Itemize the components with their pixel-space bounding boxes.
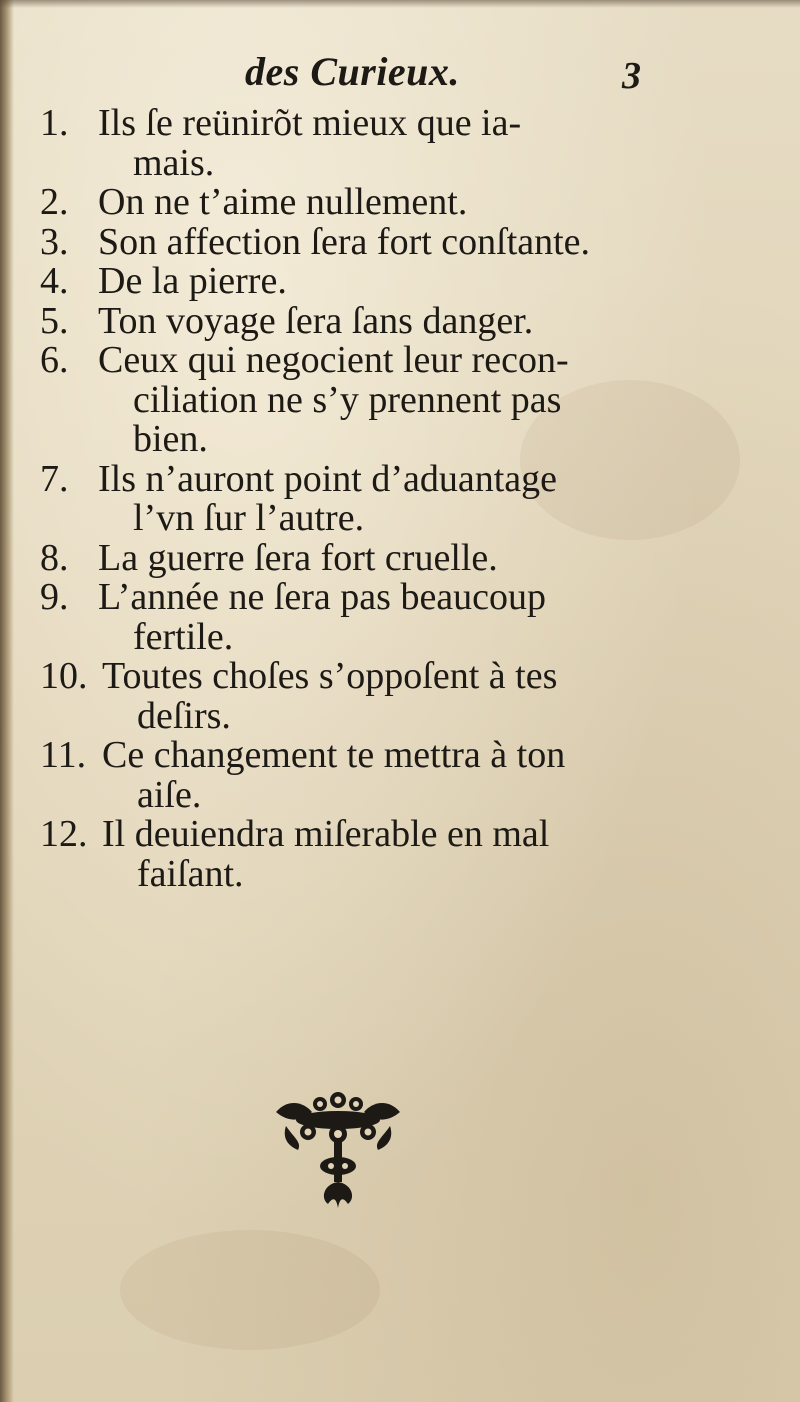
entry-number: 11. (40, 734, 87, 776)
list-item (40, 341, 660, 460)
fleuron-ornament-icon (268, 1090, 408, 1210)
entry-line: Ceux qui negocient leur recon- (98, 339, 569, 381)
answer-list (40, 104, 660, 894)
entry-line: bien. (133, 418, 208, 460)
entry-line: Ton voyage ſera ſans danger. (98, 299, 534, 342)
entry-line: fertile. (133, 615, 234, 658)
entry-text (102, 815, 660, 894)
page-number: 3 (622, 55, 641, 97)
entry-line: Toutes choſes s’oppoſent à tes (102, 655, 558, 697)
entry-line: Il deuiendra miſerable en mal (102, 813, 550, 855)
entry-number: 10. (40, 655, 88, 697)
entry-number: 6. (40, 339, 69, 381)
entry-text (98, 104, 660, 183)
entry-text (98, 341, 660, 460)
running-head: des Curieux. (245, 49, 460, 94)
entry-text (102, 657, 660, 736)
entry-text (98, 536, 660, 579)
entry-line: deſirs. (137, 694, 231, 737)
list-item (40, 736, 660, 815)
entry-number: 9. (40, 576, 69, 618)
list-item (40, 299, 660, 342)
entry-line: Ils ſe reünirõt mieux que ia- (98, 102, 522, 144)
entry-number: 4. (40, 260, 69, 302)
list-item (40, 578, 660, 657)
entry-number: 8. (40, 536, 69, 579)
paper-stain (120, 1230, 380, 1350)
entry-text (98, 457, 660, 539)
entry-line: Son affection ſera fort conſtante. (98, 220, 591, 263)
entry-number: 7. (40, 457, 69, 500)
page-top-shadow (0, 0, 800, 8)
entry-number: 1. (40, 102, 69, 144)
list-item (40, 220, 660, 263)
entry-line: Ils n’auront point d’aduantage (98, 457, 558, 500)
entry-line: l’vn ſur l’autre. (133, 497, 365, 539)
entry-line: La guerre ſera fort cruelle. (98, 536, 498, 579)
list-item (40, 183, 660, 223)
entry-number: 3. (40, 220, 69, 263)
list-item (40, 457, 660, 539)
entry-text (102, 736, 660, 815)
entry-line: mais. (133, 141, 215, 184)
entry-line: ciliation ne s’y prennent pas (133, 378, 562, 421)
entry-line: De la pierre. (98, 260, 287, 302)
list-item (40, 536, 660, 579)
entry-number: 12. (40, 813, 88, 855)
entry-text (98, 299, 660, 342)
list-item (40, 104, 660, 183)
entry-text (98, 183, 660, 223)
entry-text (98, 578, 660, 657)
list-item (40, 262, 660, 302)
entry-line: On ne t’aime nullement. (98, 181, 468, 223)
entry-line: aiſe. (137, 773, 202, 816)
entry-line: L’année ne ſera pas beaucoup (98, 576, 547, 618)
entry-text (98, 220, 660, 263)
entry-text (98, 262, 660, 302)
page-header (0, 48, 800, 104)
entry-line: Ce changement te mettra à ton (102, 734, 566, 776)
page-gutter-shadow (0, 0, 14, 1402)
entry-line: faiſant. (137, 852, 244, 895)
entry-number: 5. (40, 299, 69, 342)
list-item (40, 815, 660, 894)
list-item (40, 657, 660, 736)
entry-number: 2. (40, 181, 69, 223)
